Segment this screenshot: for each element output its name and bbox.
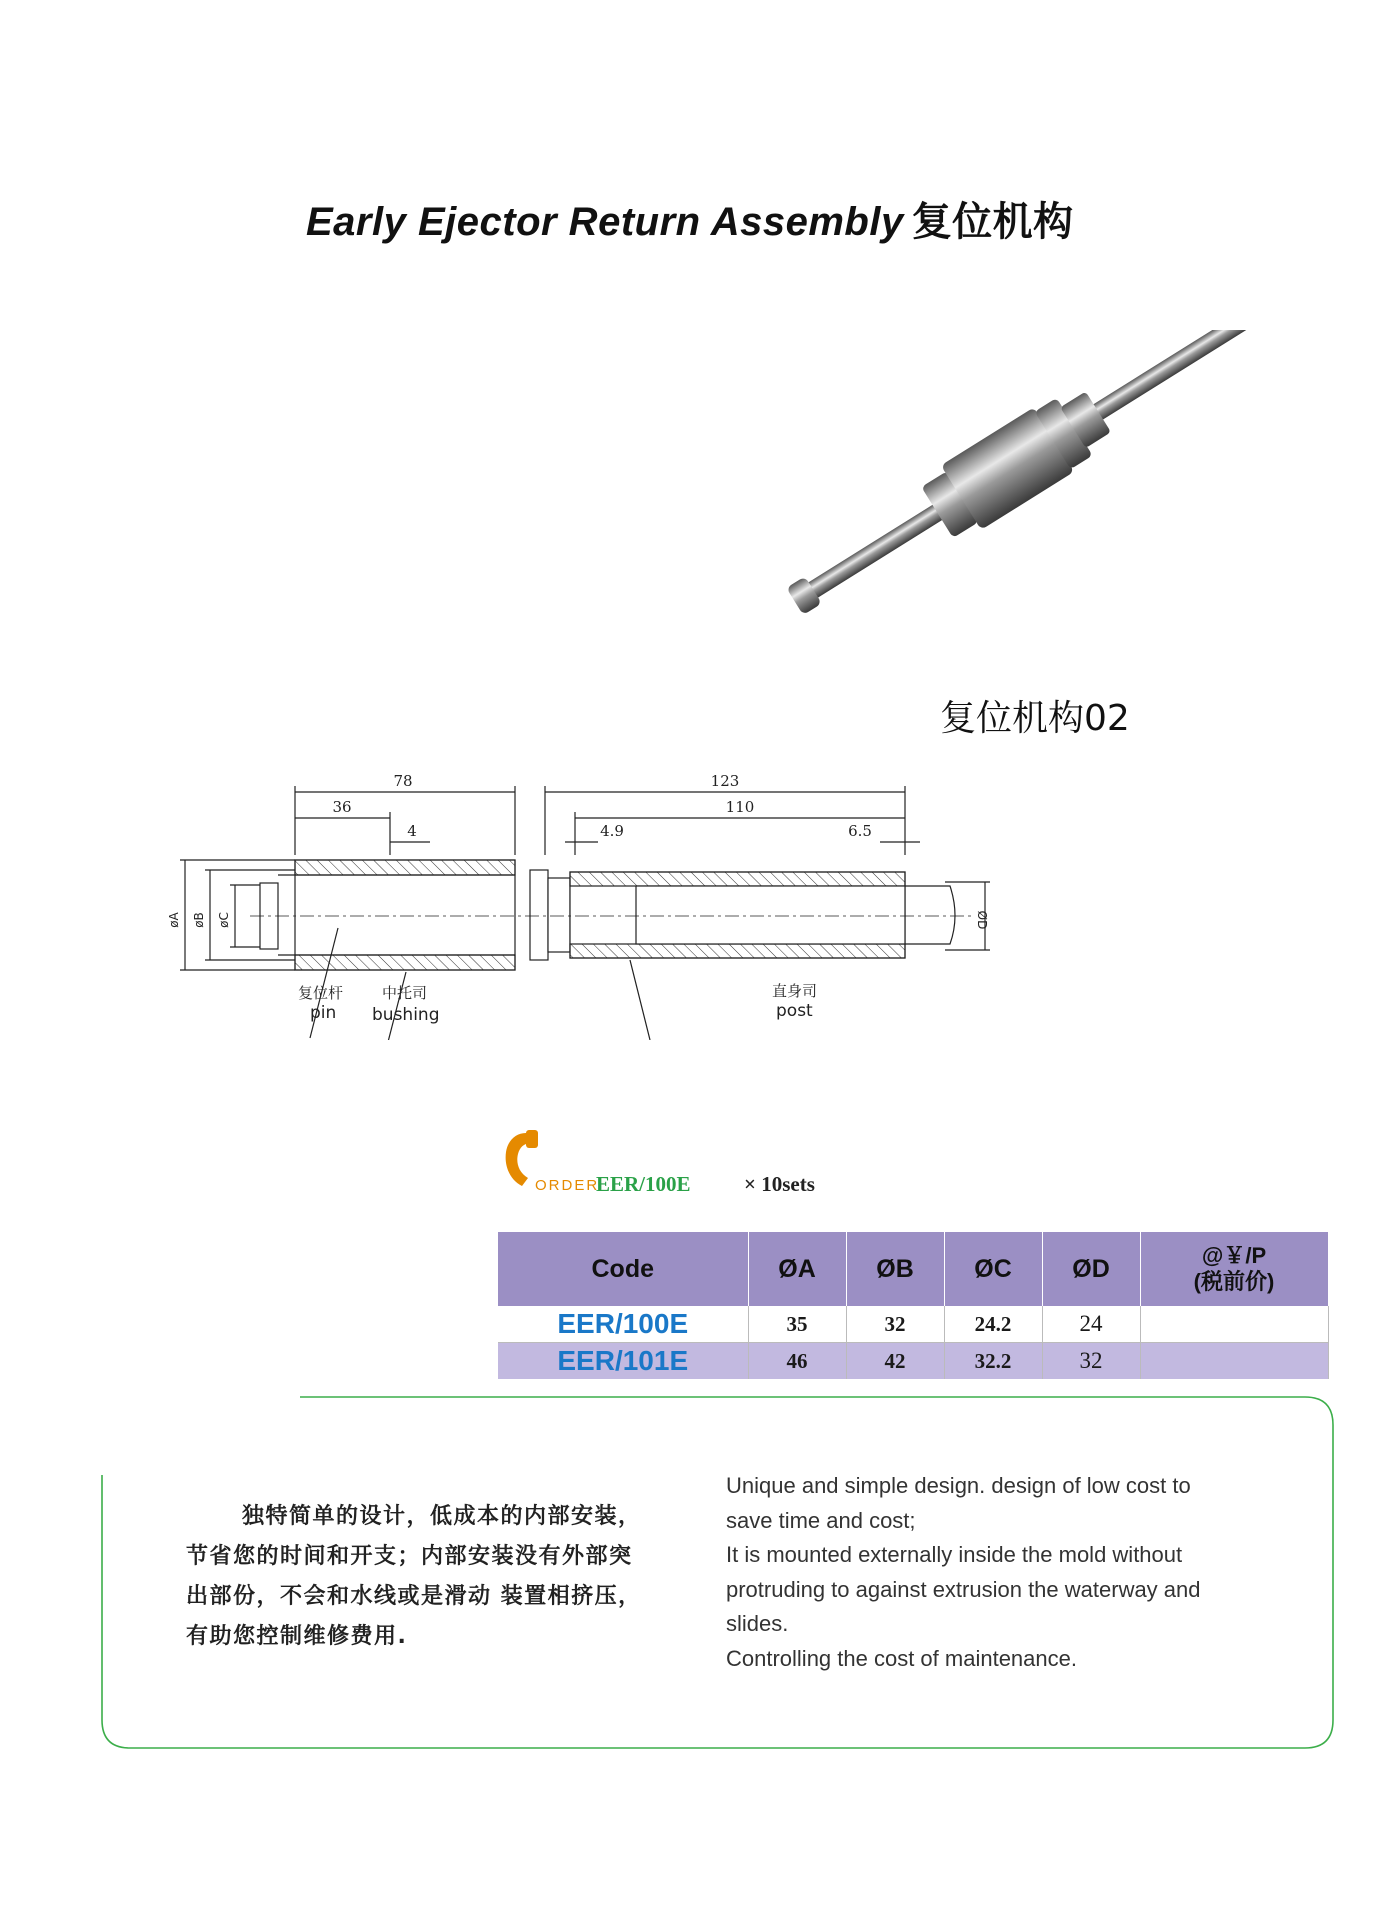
header-c: ØC — [944, 1232, 1042, 1306]
cell-code: EER/101E — [498, 1343, 748, 1380]
page-title — [306, 190, 1074, 247]
dim-110: 110 — [725, 798, 755, 816]
cn-line: 有助您控制维修费用. — [186, 1624, 408, 1649]
dim-6-5: 6.5 — [848, 822, 872, 840]
description-en — [726, 1469, 1296, 1676]
header-code: Code — [498, 1232, 748, 1306]
description-cn — [186, 1497, 676, 1657]
label-post-cn: 直身司 — [772, 982, 818, 1000]
cell-price — [1140, 1343, 1328, 1380]
dim-123: 123 — [710, 772, 740, 790]
label-bushing-cn: 中托司 — [382, 984, 428, 1002]
dia-c: øC — [217, 912, 231, 928]
en-line: It is mounted externally inside the mold without — [726, 1542, 1183, 1567]
label-pin-en: pin — [310, 1003, 337, 1023]
dim-4: 4 — [407, 822, 417, 840]
en-line: Controlling the cost of maintenance. — [726, 1645, 1077, 1671]
product-photo — [780, 330, 1340, 630]
table-row — [498, 1343, 1328, 1380]
cell-b: 42 — [846, 1343, 944, 1380]
spec-table — [498, 1232, 1329, 1379]
en-line: Unique and simple design. design of low cost to — [726, 1473, 1191, 1498]
cell-b: 32 — [846, 1306, 944, 1343]
table-header-row — [498, 1232, 1328, 1306]
cell-d: 24 — [1042, 1306, 1140, 1343]
dia-a: øA — [167, 912, 181, 928]
order-prefix: ORDER — [535, 1177, 600, 1194]
technical-drawing — [160, 760, 1060, 1040]
header-a: ØA — [748, 1232, 846, 1306]
cell-d: 32 — [1042, 1343, 1140, 1380]
header-d: ØD — [1042, 1232, 1140, 1306]
en-line: slides. — [726, 1611, 789, 1636]
en-line: save time and cost; — [726, 1507, 916, 1533]
cn-line: 出部份，不会和水线或是滑动 装置相挤压， — [186, 1584, 642, 1609]
cell-code: EER/100E — [498, 1306, 748, 1343]
cell-price — [1140, 1306, 1328, 1343]
cell-c: 32.2 — [944, 1343, 1042, 1380]
dim-78: 78 — [393, 772, 413, 790]
cell-c: 24.2 — [944, 1306, 1042, 1343]
dia-d: ØD — [975, 910, 989, 930]
cn-line: 独特简单的设计，低成本的内部安装， — [242, 1504, 642, 1529]
dim-4-9: 4.9 — [600, 822, 624, 840]
cn-line: 节省您的时间和开支；内部安装没有外部突 — [186, 1544, 633, 1569]
label-pin-cn: 复位杆 — [298, 984, 344, 1002]
header-b: ØB — [846, 1232, 944, 1306]
header-price-line2: (税前价) — [1193, 1269, 1275, 1294]
order-quantity: × 10sets — [744, 1172, 815, 1196]
label-post-en: post — [776, 1001, 813, 1021]
label-bushing-en: bushing — [372, 1005, 440, 1025]
header-price-line1: @￥/P — [1201, 1243, 1267, 1268]
cell-a: 46 — [748, 1343, 846, 1380]
dim-36: 36 — [332, 798, 352, 816]
title-en: Early Ejector Return Assembly — [306, 200, 904, 244]
table-row — [498, 1306, 1328, 1343]
title-cn: 复位机构 — [911, 199, 1074, 245]
dia-b: øB — [192, 912, 206, 928]
cell-a: 35 — [748, 1306, 846, 1343]
en-line: protruding to against extrusion the waterway and — [726, 1576, 1201, 1602]
header-price — [1140, 1232, 1328, 1306]
order-code: EER/100E — [596, 1172, 691, 1196]
photo-caption: 复位机构02 — [940, 698, 1130, 739]
